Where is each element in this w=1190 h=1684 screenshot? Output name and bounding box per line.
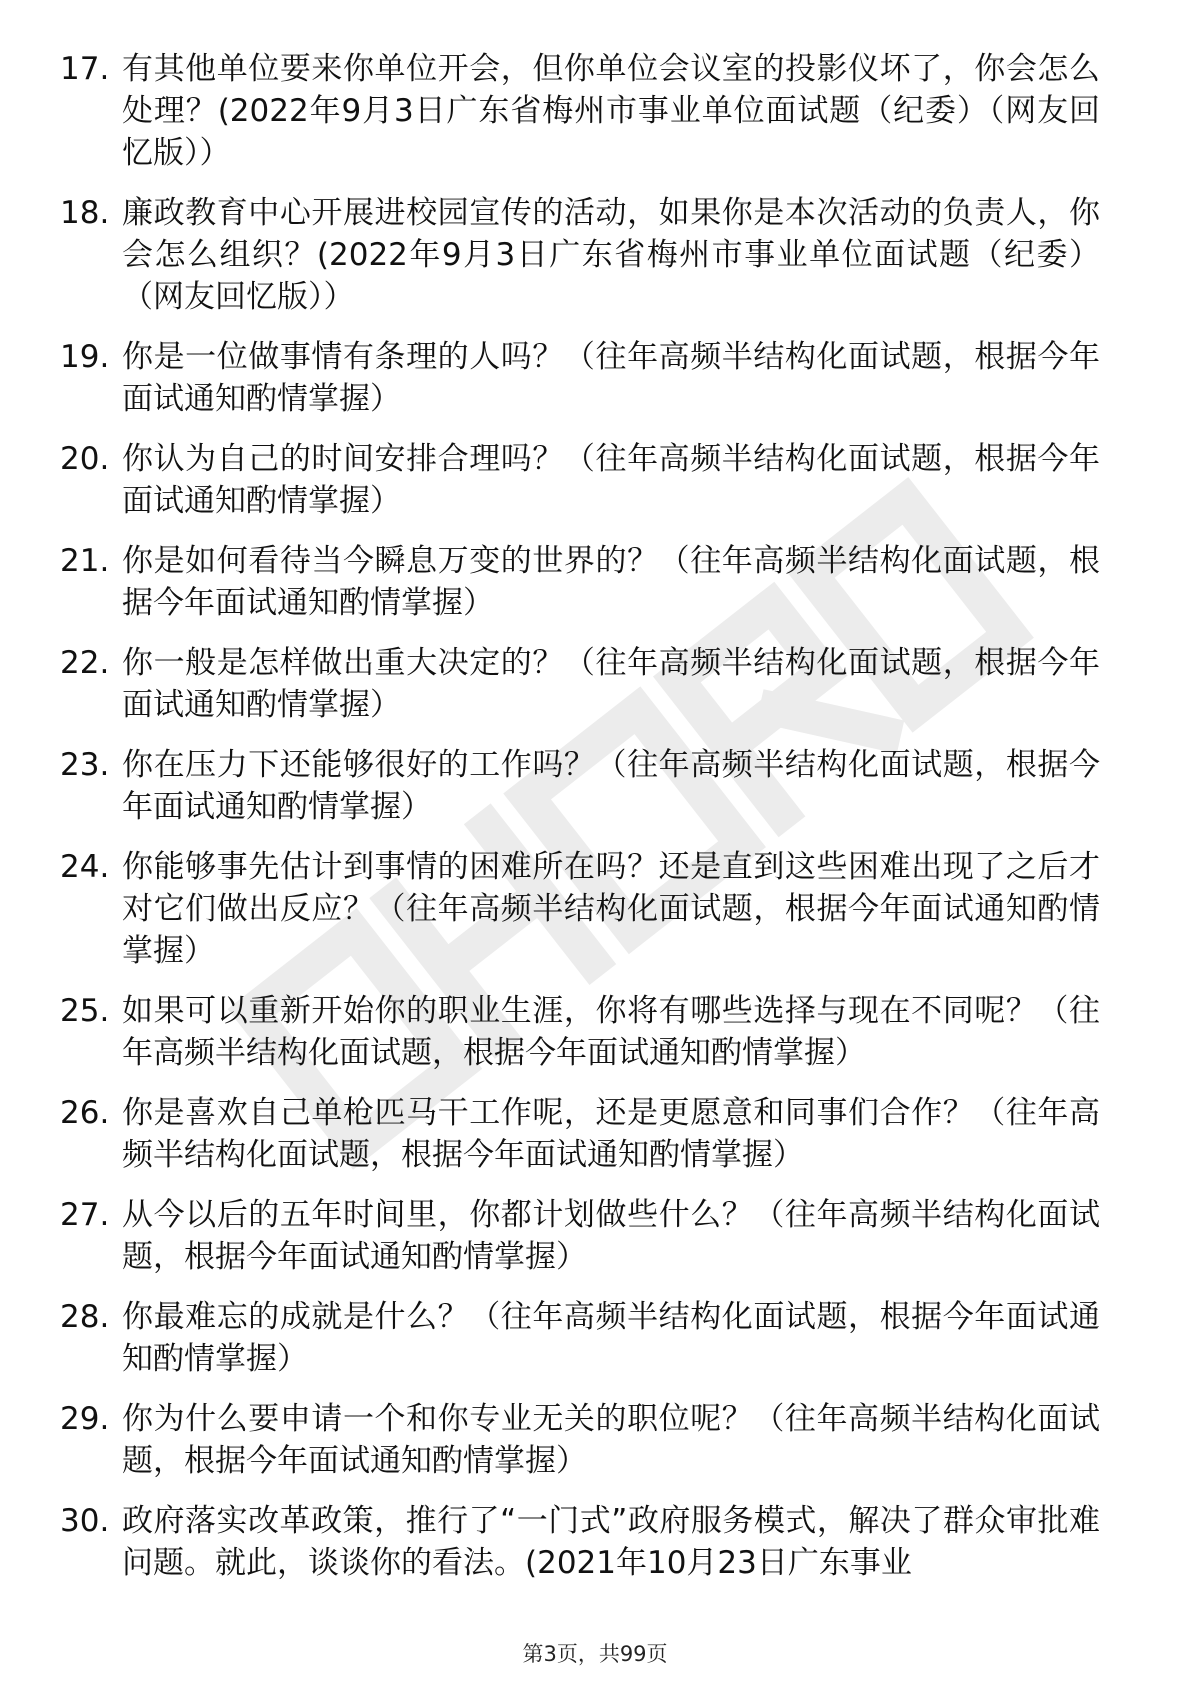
question-item (60, 1500, 1100, 1584)
question-number: 30. (60, 1503, 110, 1539)
question-number: 19. (60, 339, 110, 375)
question-text: 政府落实改革政策，推行了“一门式”政府服务模式，解决了群众审批难问题。就此，谈谈你的看法。(2021年10月23日广东事业 (122, 1503, 1100, 1581)
question-item (60, 642, 1100, 726)
question-number: 24. (60, 849, 110, 885)
question-text: 你是喜欢自己单枪匹马干工作呢，还是更愿意和同事们合作？（往年高频半结构化面试题，根据今年面试通知酌情掌握） (122, 1095, 1100, 1173)
question-number: 18. (60, 195, 110, 231)
question-number: 23. (60, 747, 110, 783)
question-number: 17. (60, 51, 110, 87)
question-item (60, 438, 1100, 522)
question-text: 你最难忘的成就是什么？（往年高频半结构化面试题，根据今年面试通知酌情掌握） (122, 1299, 1100, 1377)
question-number: 25. (60, 993, 110, 1029)
question-item (60, 336, 1100, 420)
question-text: 廉政教育中心开展进校园宣传的活动，如果你是本次活动的负责人，你会怎么组织？(2022年9月3日广东省梅州市事业单位面试题（纪委）（网友回忆版）） (122, 195, 1100, 315)
question-text: 你能够事先估计到事情的困难所在吗？还是直到这些困难出现了之后才对它们做出反应？（往年高频半结构化面试题，根据今年面试通知酌情掌握） (122, 849, 1100, 969)
question-text: 你是如何看待当今瞬息万变的世界的？（往年高频半结构化面试题，根据今年面试通知酌情掌握） (122, 543, 1100, 621)
question-item (60, 1092, 1100, 1176)
question-text: 你在压力下还能够很好的工作吗？（往年高频半结构化面试题，根据今年面试通知酌情掌握） (122, 747, 1100, 825)
question-item (60, 192, 1100, 318)
question-number: 21. (60, 543, 110, 579)
question-text: 你是一位做事情有条理的人吗？（往年高频半结构化面试题，根据今年面试通知酌情掌握） (122, 339, 1100, 417)
question-item (60, 990, 1100, 1074)
question-number: 29. (60, 1401, 110, 1437)
question-item (60, 1398, 1100, 1482)
question-number: 26. (60, 1095, 110, 1131)
question-text: 从今以后的五年时间里，你都计划做些什么？（往年高频半结构化面试题，根据今年面试通知酌情掌握） (122, 1197, 1100, 1275)
question-text: 如果可以重新开始你的职业生涯，你将有哪些选择与现在不同呢？（往年高频半结构化面试题，根据今年面试通知酌情掌握） (122, 993, 1100, 1071)
question-item (60, 1194, 1100, 1278)
question-item (60, 48, 1100, 174)
page-number-footer: 第3页，共99页 (522, 1642, 668, 1666)
question-number: 27. (60, 1197, 110, 1233)
question-text: 你一般是怎样做出重大决定的？（往年高频半结构化面试题，根据今年面试通知酌情掌握） (122, 645, 1100, 723)
question-item (60, 1296, 1100, 1380)
question-number: 20. (60, 441, 110, 477)
question-number: 28. (60, 1299, 110, 1335)
question-text: 你为什么要申请一个和你专业无关的职位呢？（往年高频半结构化面试题，根据今年面试通知酌情掌握） (122, 1401, 1100, 1479)
question-item (60, 846, 1100, 972)
question-text: 你认为自己的时间安排合理吗？（往年高频半结构化面试题，根据今年面试通知酌情掌握） (122, 441, 1100, 519)
question-item (60, 744, 1100, 828)
question-number: 22. (60, 645, 110, 681)
question-list (60, 48, 1100, 1602)
question-item (60, 540, 1100, 624)
question-text: 有其他单位要来你单位开会，但你单位会议室的投影仪坏了，你会怎么处理？(2022年9月3日广东省梅州市事业单位面试题（纪委）（网友回忆版）） (122, 51, 1100, 171)
